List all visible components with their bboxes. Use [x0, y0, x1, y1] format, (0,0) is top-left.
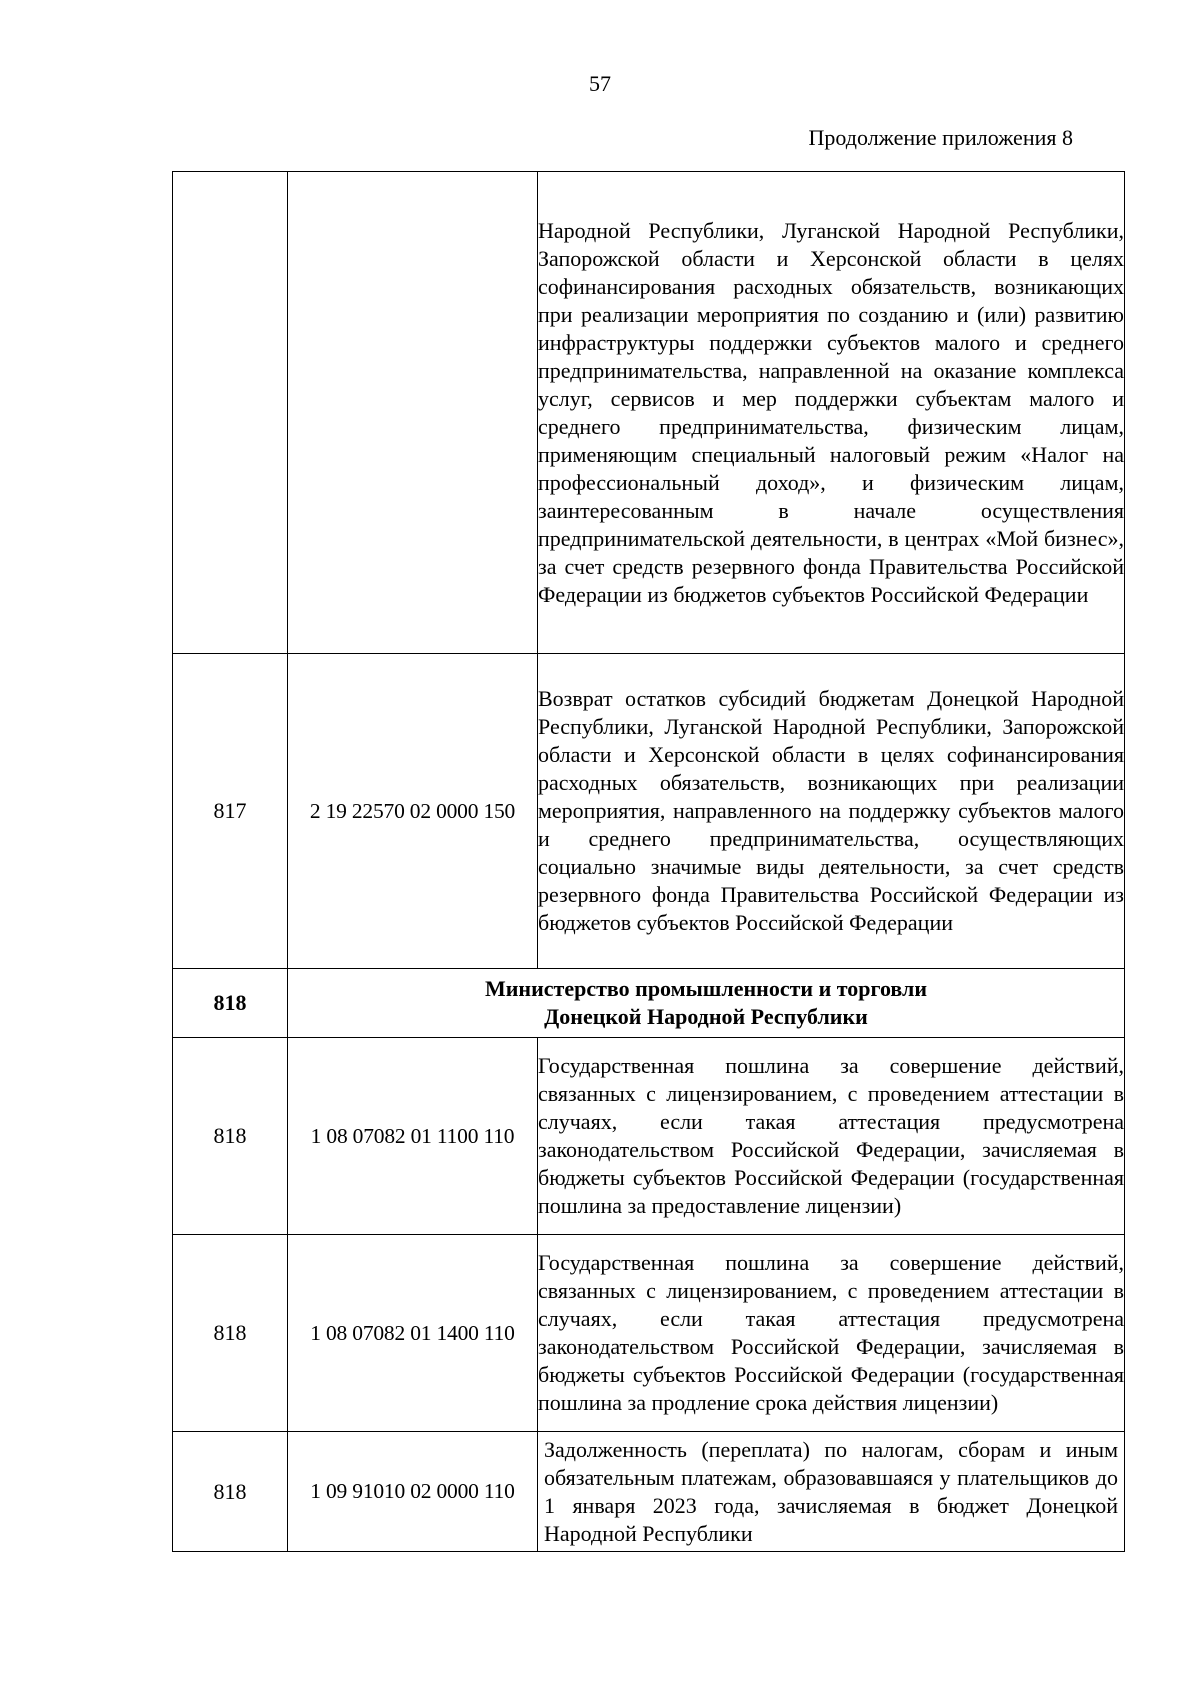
table-row [173, 1432, 1125, 1552]
description-cell: Задолженность (переплата) по налогам, сборам и иным обязательным платежам, образовавшаяся у плательщиков до 1 января 2023 года, зачисляемая в бюджет Донецкой Народной Республики [538, 1432, 1125, 1552]
admin-code-cell: 818 [173, 1432, 288, 1552]
page-number: 57 [589, 71, 611, 96]
description-cell: Народной Республики, Луганской Народной Республики, Запорожской области и Херсонской области в целях софинансирования расходных обязательств, возникающих при реализации мероприятия по созданию и (или) развитию инфраструктуры поддержки субъектов малого и среднего предпринимательства, направленной на оказание комплекса услуг, сервисов и мер поддержки субъектам малого и среднего предпринимательства, физическим лицам, применяющим специальный налоговый режим «Налог на профессиональный доход», и физическим лицам, заинтересованным в начале осуществления предпринимательской деятельности, в центрах «Мой бизнес», за счет средств резервного фонда Правительства Российской Федерации из бюджетов субъектов Российской Федерации [538, 172, 1125, 654]
revenue-codes-table [172, 171, 1125, 1552]
table-row [173, 654, 1125, 969]
section-admin-code: 818 [173, 969, 288, 1038]
table-row [173, 1038, 1125, 1235]
admin-code-cell [173, 172, 288, 654]
section-header-row [173, 969, 1125, 1038]
admin-code-cell: 817 [173, 654, 288, 969]
budget-code-cell: 1 08 07082 01 1100 110 [288, 1038, 538, 1235]
table-row [173, 172, 1125, 654]
table-row [173, 1235, 1125, 1432]
appendix-continuation-note: Продолжение приложения 8 [808, 125, 1073, 150]
description-cell: Государственная пошлина за совершение действий, связанных с лицензированием, с проведением аттестации в случаях, если такая аттестация предусмотрена законодательством Российской Федерации, зачисляемая в бюджеты субъектов Российской Федерации (государственная пошлина за предоставление лицензии) [538, 1038, 1125, 1235]
description-cell: Возврат остатков субсидий бюджетам Донецкой Народной Республики, Луганской Народной Республики, Запорожской области и Херсонской области в целях софинансирования расходных обязательств, возникающих при реализации мероприятия, направленного на поддержку субъектов малого и среднего предпринимательства, осуществляющих социально значимые виды деятельности, за счет средств резервного фонда Правительства Российской Федерации из бюджетов субъектов Российской Федерации [538, 654, 1125, 969]
budget-code-cell: 1 08 07082 01 1400 110 [288, 1235, 538, 1432]
description-cell: Государственная пошлина за совершение действий, связанных с лицензированием, с проведением аттестации в случаях, если такая аттестация предусмотрена законодательством Российской Федерации, зачисляемая в бюджеты субъектов Российской Федерации (государственная пошлина за продление срока действия лицензии) [538, 1235, 1125, 1432]
admin-code-cell: 818 [173, 1038, 288, 1235]
section-title-line: Донецкой Народной Республики [544, 1004, 868, 1029]
section-title [288, 969, 1125, 1038]
budget-code-cell [288, 172, 538, 654]
budget-code-cell: 2 19 22570 02 0000 150 [288, 654, 538, 969]
budget-code-cell: 1 09 91010 02 0000 110 [288, 1432, 538, 1552]
admin-code-cell: 818 [173, 1235, 288, 1432]
section-title-line: Министерство промышленности и торговли [484, 976, 928, 1001]
